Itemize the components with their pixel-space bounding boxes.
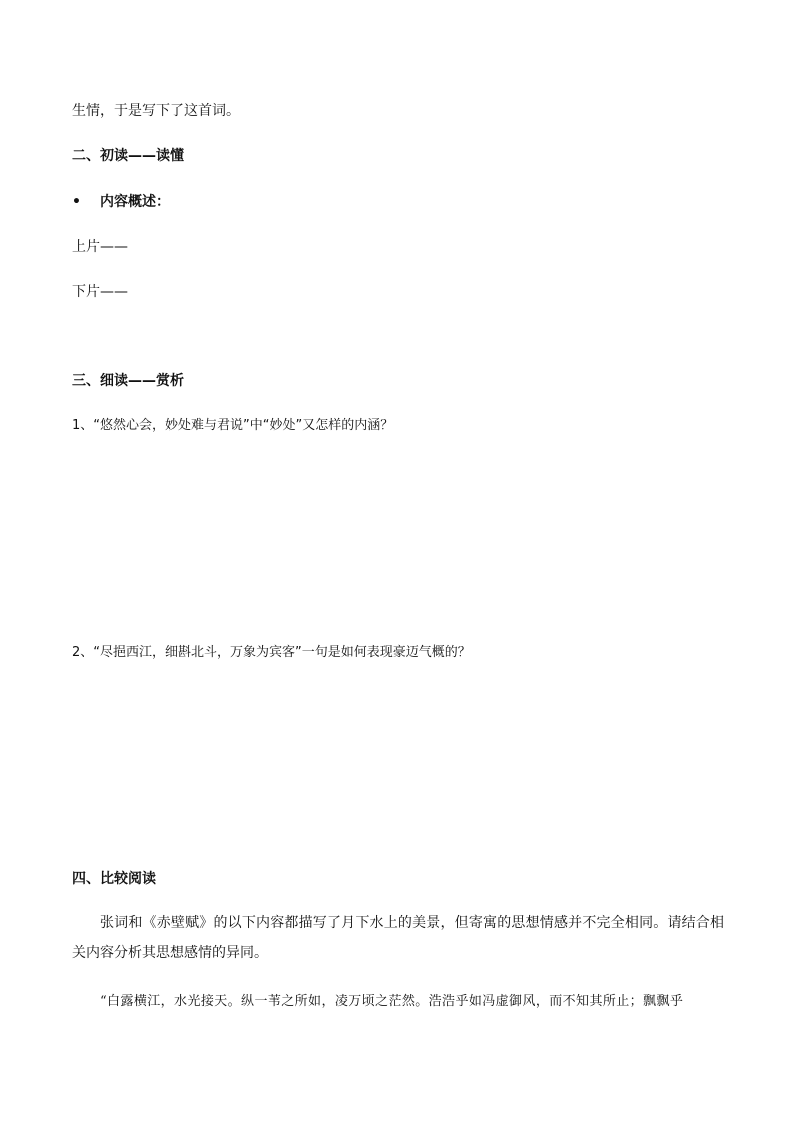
comparison-paragraph: 张词和《赤壁赋》的以下内容都描写了月下水上的美景，但寄寓的思想情感并不完全相同。请结合相关内容分析其思想感情的异同。 [72,915,724,961]
content-summary-bullet [72,192,170,212]
lower-part-label: 下片—— [72,284,128,300]
section-4-heading: 四、比较阅读 [72,871,156,887]
section-2-heading: 二、初读——读懂 [72,148,184,164]
content-summary-label: 内容概述： [100,194,170,210]
chibi-fu-quote: “白露横江，水光接天。纵一苇之所如，凌万顷之茫然。浩浩乎如冯虚御风，而不知其所止；飘飘乎 [100,994,684,1009]
question-1: 1、“悠然心会，妙处难与君说”中“妙处”又怎样的内涵？ [72,418,394,433]
section-3-heading: 三、细读——赏析 [72,373,184,389]
bullet-icon: • [72,194,81,210]
question-2: 2、“尽挹西江，细斟北斗，万象为宾客”一句是如何表现豪迈气概的？ [72,645,471,660]
intro-continuation-text: 生情，于是写下了这首词。 [72,103,240,119]
upper-part-label: 上片—— [72,239,128,255]
